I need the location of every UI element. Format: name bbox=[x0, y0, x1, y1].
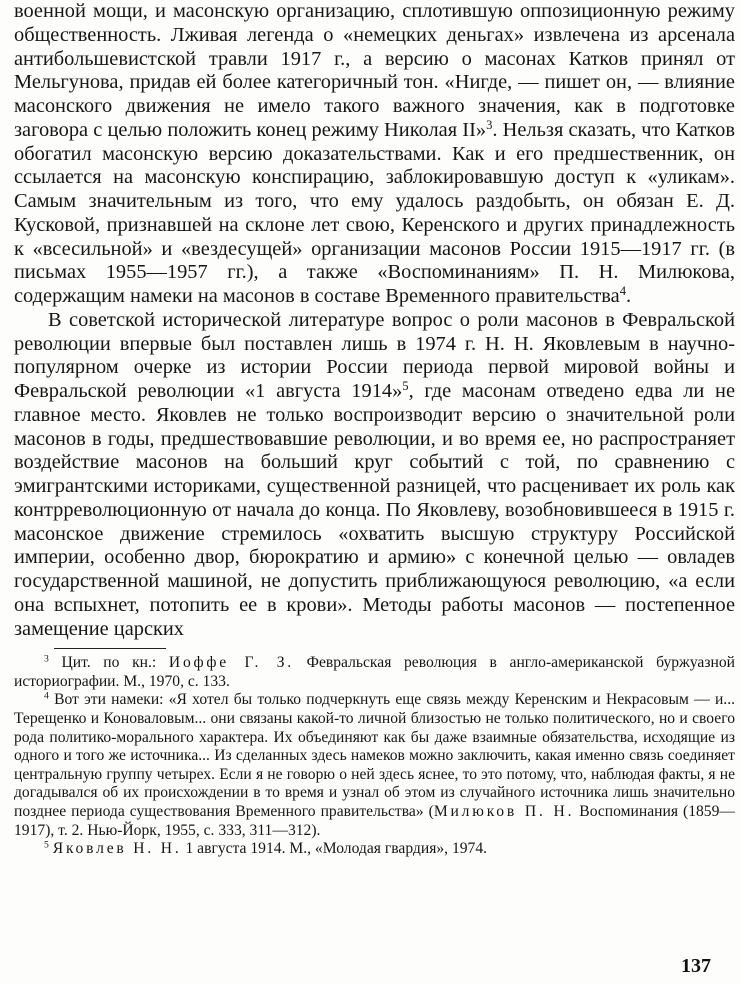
footnote-4-text: Вот эти намеки: «Я хотел бы только подчеркнуть еще связь между Керенским и Некрасовым — и... Терещенко и Коноваловым... они связаны какой-то личной близостью не только политического, но и своего рода политико-морального характера. Их объединяют как бы даже взаимные обязательства, исходящие из одного и того же источника... Из сделанных здесь намеков можно заключить, какая именно связь соединяет центральную группу четырех. Если я не говорю о ней здесь яснее, то это потому, что, наблюдая факты, я не догадывался об их происхождении в то время и узнал об этом из случайного источника лишь значительно позднее периода существования Временного правительства» ( bbox=[14, 691, 735, 820]
footnote-ref-3: 3 bbox=[486, 117, 493, 132]
paragraph-1 bbox=[14, 0, 735, 309]
footnote-3-citation: Февральская революция в англо-американской буржуазной историографии. М., 1970, с. 133. bbox=[14, 654, 735, 690]
paragraph-2-text: В советской исторической литературе вопрос о роли масонов в Февральской революции впервые был поставлен лишь в 1974 г. Н. Н. Яковлевым в научно-популярном очерке из истории России периода первой мировой войны и Февральской революции «1 августа 1914» bbox=[14, 308, 735, 402]
page-number: 137 bbox=[681, 955, 711, 977]
paragraph-1-end: . bbox=[626, 285, 632, 307]
paragraph-1-continuation: . Нельзя сказать, что Катков обогатил масонскую версию доказательствами. Как и его предшественник, он ссылается на масонскую конспирацию, заблокировавшую доступ к «уликам». Самым значительным из того, что ему удалось раздобыть, он обязан Е. Д. Кусковой, признавшей на склоне лет свою, Керенского и других принадлежность к «всесильной» и «вездесущей» организации масонов России 1915—1917 гг. (в письмах 1955—1957 гг.), а также «Воспоминаниям» П. Н. Милюкова, содержащим намеки на масонов в составе Временного правительства bbox=[14, 118, 735, 307]
footnote-5-citation: 1 августа 1914. М., «Молодая гвардия», 1974. bbox=[181, 840, 488, 858]
footnote-3-mark: 3 bbox=[44, 653, 49, 665]
paragraph-1-text: военной мощи, и масонскую организацию, сплотившую оппозиционную режиму общественность. Лживая легенда о «немецких деньгах» извлечена из арсенала антибольшевистской травли 1917 г., а версию о масонах Катков принял от Мельгунова, придав ей более категоричный тон. «Нигде, — пишет он, — влияние масонского движения не имело такого важного значения, как в подготовке заговора с целью положить конец режиму Николая II» bbox=[14, 0, 735, 141]
footnote-4 bbox=[14, 691, 735, 840]
footnote-4-mark: 4 bbox=[44, 691, 49, 703]
footnote-5 bbox=[14, 840, 735, 859]
footnote-4-citation: Воспоминания (1859—1917), т. 2. Нью-Йорк, 1955, с. 333, 311—312). bbox=[14, 803, 735, 839]
main-text bbox=[14, 0, 735, 641]
footnote-3-text: Цит. по кн.: bbox=[61, 654, 169, 672]
paragraph-2 bbox=[14, 309, 735, 642]
footnotes bbox=[14, 654, 735, 859]
footnote-divider bbox=[54, 648, 166, 649]
paragraph-2-continuation: , где масонам отведено едва ли не главное место. Яковлев не только воспроизводит версию о значительной роли масонов в годы, предшествовавшие революции, и во время ее, но распространяет воздействие масонов на больший круг событий с той, по сравнению с эмигрантскими историками, существенной разницей, что расценивает их роль как контрреволюционную от начала до конца. По Яковлеву, возобновившееся в 1915 г. масонское движение стремилось «охватить высшую структуру Российской империи, особенно двор, бюрократию и армию» с конечной целью — овладев государственной машиной, не допустить приближающуюся революцию, «а если она вспыхнет, потопить ее в крови». Методы работы масонов — постепенное замещение царских bbox=[14, 380, 735, 640]
footnote-3 bbox=[14, 654, 735, 691]
footnote-5-mark: 5 bbox=[44, 839, 49, 851]
footnote-4-author: Милюков П. Н. bbox=[433, 803, 575, 820]
footnote-ref-5: 5 bbox=[402, 379, 409, 394]
footnote-3-author: Иоффе Г. З. bbox=[168, 654, 295, 672]
footnote-ref-4: 4 bbox=[619, 284, 626, 299]
footnote-5-author: Яковлев Н. Н. bbox=[52, 840, 182, 858]
